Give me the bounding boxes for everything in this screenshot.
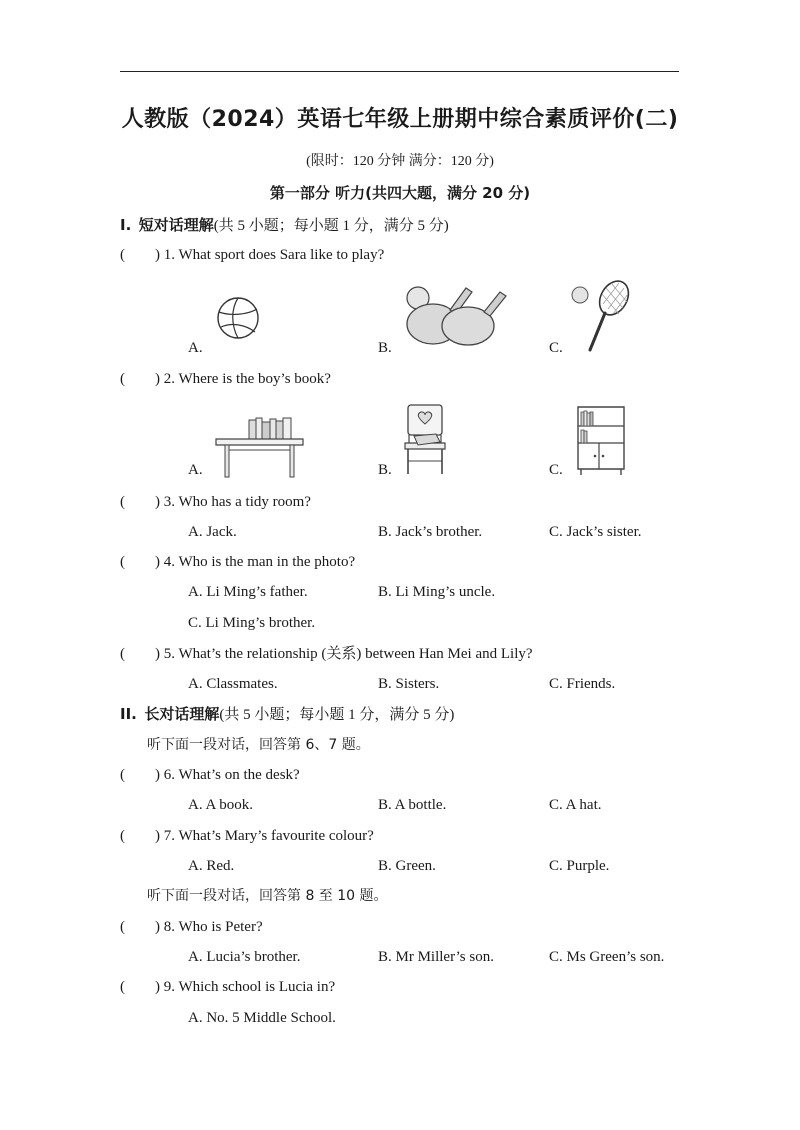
answer-blank-open: ( <box>120 646 125 662</box>
option-b: B. Sisters. <box>378 676 440 692</box>
question-text: ) 9. Which school is Lucia in? <box>155 979 336 995</box>
option-c: C. Friends. <box>549 676 616 692</box>
bookcase-icon <box>577 406 625 476</box>
option-b: B. Green. <box>378 858 436 874</box>
option-c: C. Jack’s sister. <box>549 524 642 540</box>
option-c: C. Li Ming’s brother. <box>188 615 316 631</box>
section-number: II. <box>120 705 137 723</box>
option-b: B. Mr Miller’s son. <box>378 949 494 965</box>
answer-blank-open: ( <box>120 554 125 570</box>
option-c: C. A hat. <box>549 797 602 813</box>
question-text: ) 1. What sport does Sara like to play? <box>155 247 385 263</box>
answer-blank-open: ( <box>120 371 125 387</box>
section-heading-2 <box>120 707 454 723</box>
question-text: ) 2. Where is the boy’s book? <box>155 371 331 387</box>
question-text: ) 7. What’s Mary’s favourite colour? <box>155 828 374 844</box>
option-b: B. <box>378 340 392 356</box>
option-a: A. <box>188 340 203 356</box>
section-heading-1 <box>120 218 449 234</box>
option-a: A. Red. <box>188 858 235 874</box>
chair-with-book-icon <box>400 404 450 476</box>
tennis-racket-icon <box>568 280 634 355</box>
option-a: A. Classmates. <box>188 676 278 692</box>
option-b: B. Li Ming’s uncle. <box>378 584 496 600</box>
question-text: ) 8. Who is Peter? <box>155 919 263 935</box>
top-rule <box>120 71 679 72</box>
option-c: C. Ms Green’s son. <box>549 949 665 965</box>
option-c: C. Purple. <box>549 858 610 874</box>
option-a: A. No. 5 Middle School. <box>188 1010 336 1026</box>
listening-instruction-2: 听下面一段对话，回答第 8 至 10 题。 <box>147 888 388 904</box>
answer-blank-open: ( <box>120 494 125 510</box>
section-description: (共 5 小题；每小题 1 分，满分 5 分) <box>219 707 455 723</box>
option-a: A. <box>188 462 203 478</box>
option-a: A. A book. <box>188 797 254 813</box>
volleyball-icon <box>215 295 261 341</box>
part-heading: 第一部分 听力(共四大题，满分 20 分) <box>269 184 531 202</box>
option-c: C. <box>549 340 563 356</box>
question-text: ) 3. Who has a tidy room? <box>155 494 311 510</box>
option-a: A. Lucia’s brother. <box>188 949 301 965</box>
answer-blank-open: ( <box>120 828 125 844</box>
option-c: C. <box>549 462 563 478</box>
section-description: (共 5 小题；每小题 1 分，满分 5 分) <box>213 218 449 234</box>
option-b: B. A bottle. <box>378 797 447 813</box>
desk-with-books-icon <box>215 414 305 478</box>
answer-blank-open: ( <box>120 979 125 995</box>
question-text: ) 5. What’s the relationship (关系) between Han Mei and Lily? <box>155 646 533 662</box>
option-a: A. Li Ming’s father. <box>188 584 308 600</box>
answer-blank-open: ( <box>120 767 125 783</box>
answer-blank-open: ( <box>120 247 125 263</box>
section-name: 长对话理解 <box>144 705 220 723</box>
answer-blank-open: ( <box>120 919 125 935</box>
question-text: ) 4. Who is the man in the photo? <box>155 554 356 570</box>
ping-pong-paddles-icon <box>400 280 510 348</box>
option-b: B. <box>378 462 392 478</box>
section-number: I. <box>120 216 132 234</box>
option-b: B. Jack’s brother. <box>378 524 483 540</box>
question-text: ) 6. What’s on the desk? <box>155 767 300 783</box>
option-a: A. Jack. <box>188 524 237 540</box>
time-and-score-note: (限时：120 分钟 满分：120 分) <box>306 154 494 169</box>
page-title: 人教版（2024）英语七年级上册期中综合素质评价(二) <box>121 107 679 132</box>
listening-instruction-1: 听下面一段对话，回答第 6、7 题。 <box>147 737 370 753</box>
section-name: 短对话理解 <box>138 216 214 234</box>
